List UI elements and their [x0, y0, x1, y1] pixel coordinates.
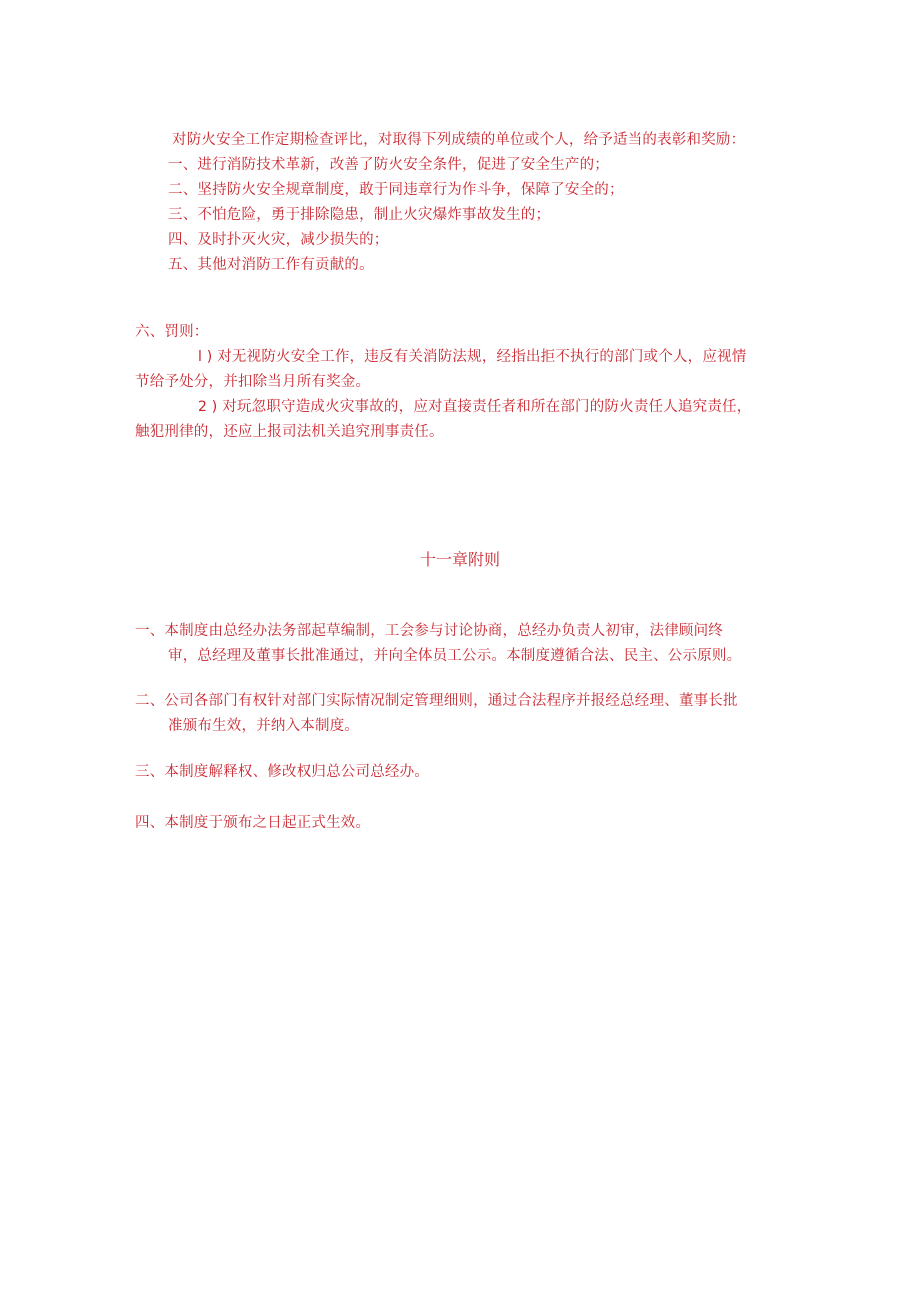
- penalty-item-1-continued: 节给予处分，并扣除当月所有奖金。: [135, 374, 371, 390]
- appendix-clause-3: 三、本制度解释权、修改权归总公司总经办。: [135, 764, 429, 780]
- reward-item-3: 三、不怕危险，勇于排除隐患，制止火灾爆炸事故发生的；: [168, 207, 551, 223]
- reward-item-1: 一、进行消防技术革新，改善了防火安全条件，促进了安全生产的；: [168, 157, 609, 173]
- penalty-item-2-number: 2 ): [198, 399, 218, 415]
- reward-item-4: 四、及时扑灭火灾，减少损失的；: [168, 232, 389, 248]
- reward-intro: 对防火安全工作定期检查评比，对取得下列成绩的单位或个人，给予适当的表彰和奖励：: [172, 132, 746, 148]
- appendix-clause-2-continued: 准颁布生效，并纳入本制度。: [168, 718, 360, 734]
- penalty-item-1-number: l ): [198, 349, 213, 365]
- penalty-item-2-text: 对玩忽职守造成火灾事故的，应对直接责任者和所在部门的防火责任人追究责任，: [222, 399, 752, 415]
- appendix-clause-2: 二、公司各部门有权针对部门实际情况制定管理细则，通过合法程序并报经总经理、董事长批: [135, 693, 738, 709]
- penalty-title: 六、罚则：: [135, 324, 209, 340]
- penalty-item-2-continued: 触犯刑律的，还应上报司法机关追究刑事责任。: [135, 424, 444, 440]
- appendix-clause-1-continued: 审，总经理及董事长批准通过，并向全体员工公示。本制度遵循合法、民主、公示原则。: [168, 648, 742, 664]
- reward-item-2: 二、坚持防火安全规章制度，敢于同违章行为作斗争，保障了安全的；: [168, 182, 624, 198]
- appendix-clause-1: 一、本制度由总经办法务部起草编制，工会参与讨论协商，总经办负责人初审，法律顾问终: [135, 623, 723, 639]
- appendix-clause-4: 四、本制度于颁布之日起正式生效。: [135, 815, 371, 831]
- penalty-item-1-text: 对无视防火安全工作，违反有关消防法规，经指出拒不执行的部门或个人，应视情: [217, 349, 747, 365]
- reward-item-5: 五、其他对消防工作有贡献的。: [168, 257, 374, 273]
- penalty-item-2: [198, 397, 751, 417]
- chapter-heading: 十一章附则: [419, 550, 500, 569]
- penalty-item-1: [198, 347, 746, 367]
